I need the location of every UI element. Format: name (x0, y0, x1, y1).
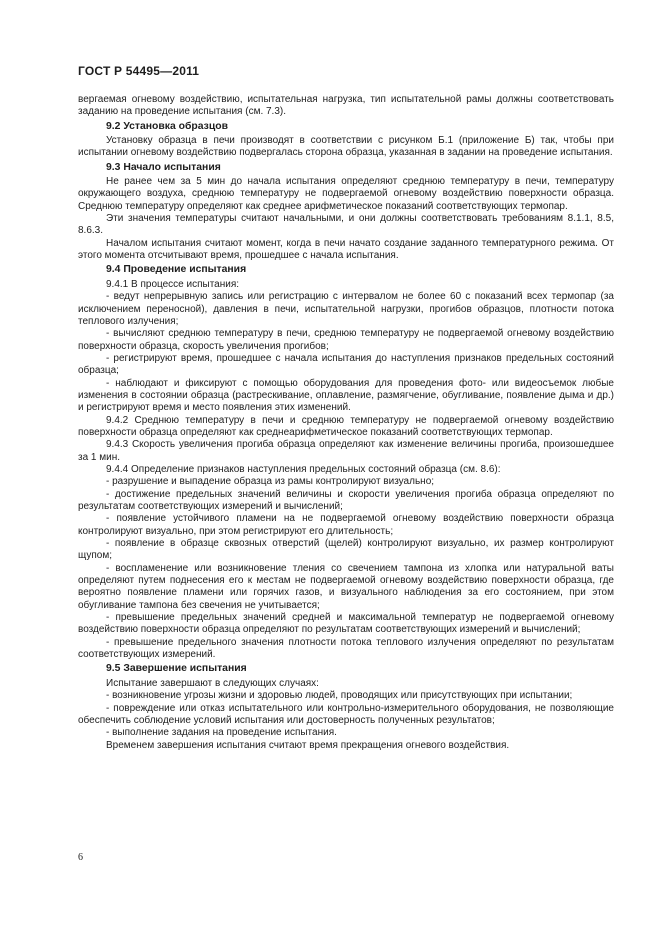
body-paragraph: - выполнение задания на проведение испытания. (106, 727, 337, 739)
body-paragraph: - появление устойчивого пламени на не подвергаемой огневому воздействию поверхности образца контролируют визуально, при этом регистрируют его длительность; (78, 513, 614, 537)
section-heading: 9.4 Проведение испытания (106, 264, 247, 276)
body-paragraph: - появление в образце сквозных отверстий (щелей) контролируют визуально, их размер контролируют щупом; (78, 538, 614, 562)
body-paragraph: 9.4.2 Среднюю температуру в печи и среднюю температуру не подвергаемой огневому воздействию поверхности образца определяют как среднеарифметическое показаний соответствующих термопар. (78, 414, 614, 438)
body-paragraph: Установку образца в печи производят в соответствии с рисунком Б.1 (приложение Б) так, чтобы при испытании огневому воздействию подвергалась сторона образца, указанная в задании на проведение испытания. (78, 135, 614, 159)
body-paragraph: 9.4.3 Скорость увеличения прогиба образца определяют как изменение величины прогиба, произошедшее за 1 мин. (78, 439, 614, 463)
section-heading: 9.5 Завершение испытания (106, 663, 247, 675)
section-heading: 9.2 Установка образцов (106, 120, 228, 132)
body-paragraph: - наблюдают и фиксируют с помощью оборудования для проведения фото- или видеосъемок любые изменения в состоянии образца (растрескивание, оплавление, размягчение, обугливание, появление дыма и др.) и регистрируют время и место появления этих изменений. (78, 377, 614, 414)
body-paragraph: 9.4.1 В процессе испытания: (106, 278, 240, 290)
body-paragraph: Временем завершения испытания считают время прекращения огневого воздействия. (106, 739, 510, 751)
body-paragraph: - повреждение или отказ испытательного или контрольно-измерительного оборудования, не позволяющие обеспечить соблюдение условий испытания или достоверность полученных результатов; (78, 702, 614, 726)
body-paragraph: 9.4.4 Определение признаков наступления предельных состояний образца (см. 8.6): (106, 463, 501, 475)
body-paragraph: Началом испытания считают момент, когда в печи начато создание заданного температурного режима. От этого момента отсчитывают время, прошедшее с начала испытания. (78, 237, 614, 262)
page-number: 6 (78, 852, 83, 863)
body-paragraph: Испытание завершают в следующих случаях: (106, 677, 319, 689)
body-paragraph: - разрушение и выпадение образца из рамы контролируют визуально; (106, 476, 435, 488)
body-paragraph: - воспламенение или возникновение тления со свечением тампона из хлопка или натуральной ваты определяют путем поднесения его к местам не подвергаемой огневому воздействию поверхности образца, где вероятно появление пламени или горячих газов, и визуального наблюдения за его состоянием, при этом обугливание тампона без свечения не учитывается; (78, 562, 614, 611)
document-body (78, 94, 614, 752)
body-paragraph: - превышение предельного значения плотности потока теплового излучения определяют по результатам соответствующих измерений. (78, 636, 614, 661)
body-paragraph: Эти значения температуры считают начальными, и они должны соответствовать требованиям 8.1.1, 8.5, 8.6.3. (78, 213, 614, 237)
body-paragraph: вергаемая огневому воздействию, испытательная нагрузка, тип испытательной рамы должны соответствовать заданию на проведение испытания (см. 7.3). (78, 94, 614, 118)
body-paragraph: - ведут непрерывную запись или регистрацию с интервалом не более 60 с показаний всех термопар (за исключением переносной), давления в печи, испытательной нагрузки, прогибов образцов, плотности потока теплового излучения; (78, 291, 614, 327)
body-paragraph: Не ранее чем за 5 мин до начала испытания определяют среднюю температуру в печи, температуру окружающего воздуха, среднюю температуру не подвергаемой огневому воздействию поверхности образца. Среднюю температуру определяют как среднее арифметическое показаний соответствующих термопар. (78, 176, 614, 212)
section-heading: 9.3 Начало испытания (106, 161, 221, 173)
document-header: ГОСТ Р 54495—2011 (78, 64, 200, 78)
body-paragraph: - регистрируют время, прошедшее с начала испытания до наступления признаков предельных состояний образца; (78, 352, 614, 377)
body-paragraph: - возникновение угрозы жизни и здоровью людей, проводящих или присутствующих при испытании; (106, 690, 573, 702)
body-paragraph: - превышение предельных значений средней и максимальной температур не подвергаемой огневому воздействию поверхности образца определяют по результатам соответствующих измерений и вычислений; (78, 612, 614, 636)
body-paragraph: - достижение предельных значений величины и скорости увеличения прогиба образца определяют по результатам соответствующих измерений и вычислений; (78, 488, 614, 512)
body-paragraph: - вычисляют среднюю температуру в печи, среднюю температуру не подвергаемой огневому воздействию поверхности образца, скорость увеличения прогибов; (78, 328, 614, 352)
